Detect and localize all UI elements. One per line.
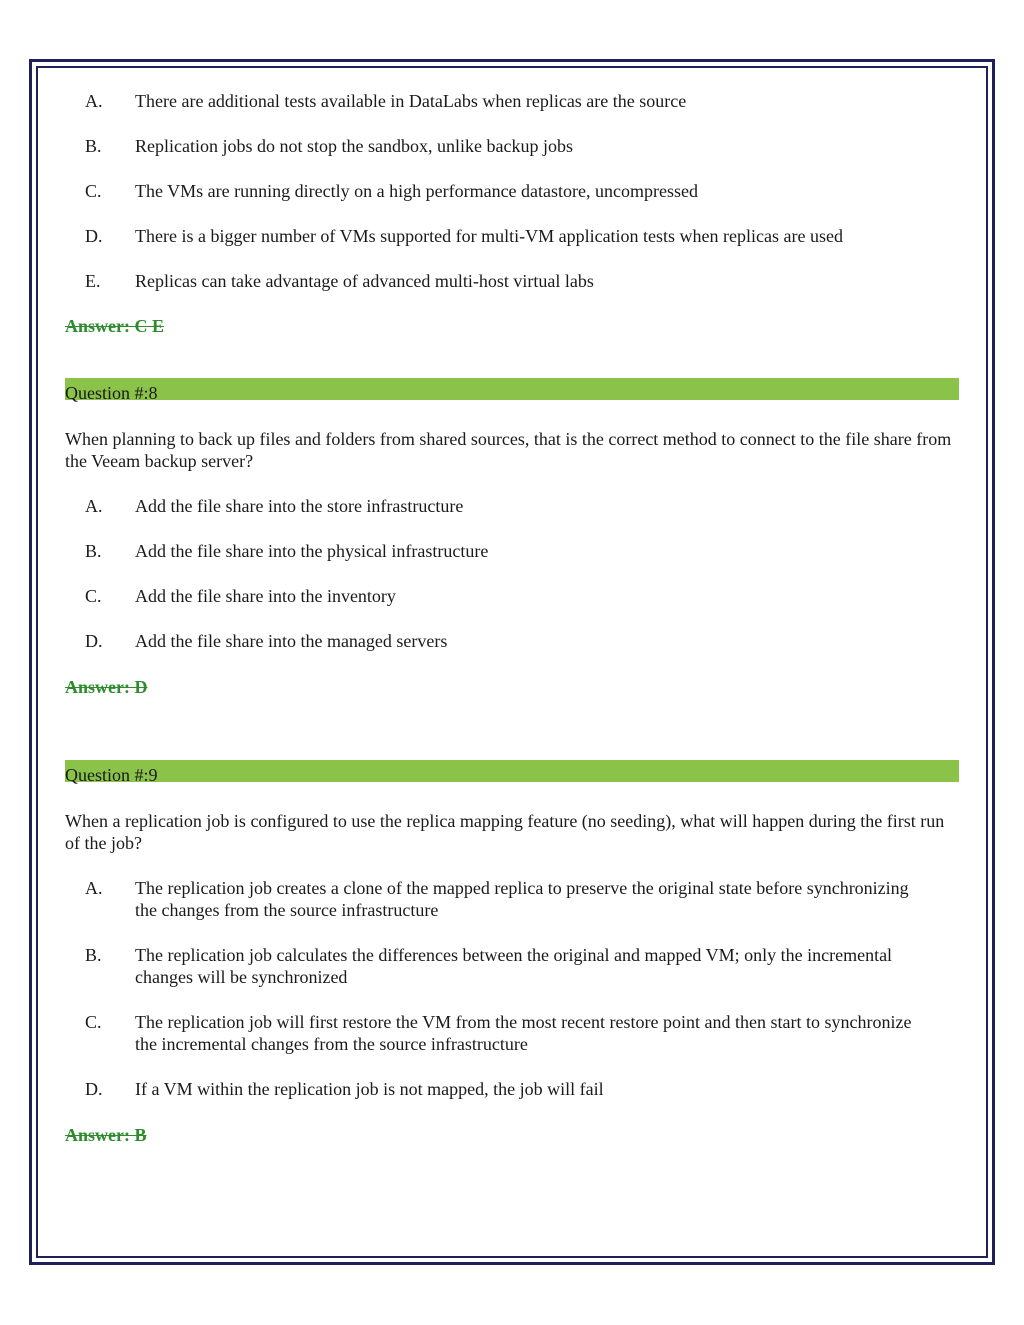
option-text: Add the file share into the store infrastructure xyxy=(135,496,464,516)
option-text: The replication job calculates the differences between the original and mapped VM; only the incremental changes will be synchronized xyxy=(135,945,893,987)
option-text: If a VM within the replication job is not mapped, the job will fail xyxy=(135,1079,604,1099)
q8-stem: When planning to back up files and folders from shared sources, that is the correct method to connect to the file share from the Veeam backup server? xyxy=(65,429,952,471)
option-letter: A. xyxy=(85,496,103,516)
option-letter: A. xyxy=(85,878,103,898)
option-text: There is a bigger number of VMs supported for multi-VM application tests when replicas are used xyxy=(135,226,843,246)
q8-header: Question #:8 xyxy=(65,383,158,403)
option-text: The replication job creates a clone of the mapped replica to preserve the original state before synchronizing the changes from the source infrastructure xyxy=(135,878,909,920)
q7-answer: Answer: C E xyxy=(65,316,164,336)
option-text: Add the file share into the physical infrastructure xyxy=(135,541,489,561)
option-letter: A. xyxy=(85,91,103,111)
option-letter: B. xyxy=(85,541,102,561)
option-letter: B. xyxy=(85,945,102,965)
option-letter: C. xyxy=(85,586,102,606)
option-text: Replicas can take advantage of advanced multi-host virtual labs xyxy=(135,271,594,291)
q9-header-bar xyxy=(65,760,959,785)
option-letter: C. xyxy=(85,181,102,201)
q9-answer: Answer: B xyxy=(65,1125,147,1145)
option-text: Add the file share into the managed servers xyxy=(135,631,448,651)
q8-header-bar xyxy=(65,378,959,403)
option-letter: E. xyxy=(85,271,101,291)
option-text: There are additional tests available in DataLabs when replicas are the source xyxy=(135,91,687,111)
option-letter: D. xyxy=(85,631,103,651)
option-text: Replication jobs do not stop the sandbox, unlike backup jobs xyxy=(135,136,573,156)
option-letter: B. xyxy=(85,136,102,156)
option-text: Add the file share into the inventory xyxy=(135,586,396,606)
option-text: The VMs are running directly on a high performance datastore, uncompressed xyxy=(135,181,698,201)
option-letter: D. xyxy=(85,1079,103,1099)
option-letter: C. xyxy=(85,1012,102,1032)
option-letter: D. xyxy=(85,226,103,246)
q8-answer: Answer: D xyxy=(65,677,148,697)
option-text: The replication job will first restore the VM from the most recent restore point and then start to synchronize the incremental changes from the source infrastructure xyxy=(135,1012,912,1054)
q9-header: Question #:9 xyxy=(65,765,158,785)
q9-stem: When a replication job is configured to use the replica mapping feature (no seeding), what will happen during the first run of the job? xyxy=(65,811,945,853)
